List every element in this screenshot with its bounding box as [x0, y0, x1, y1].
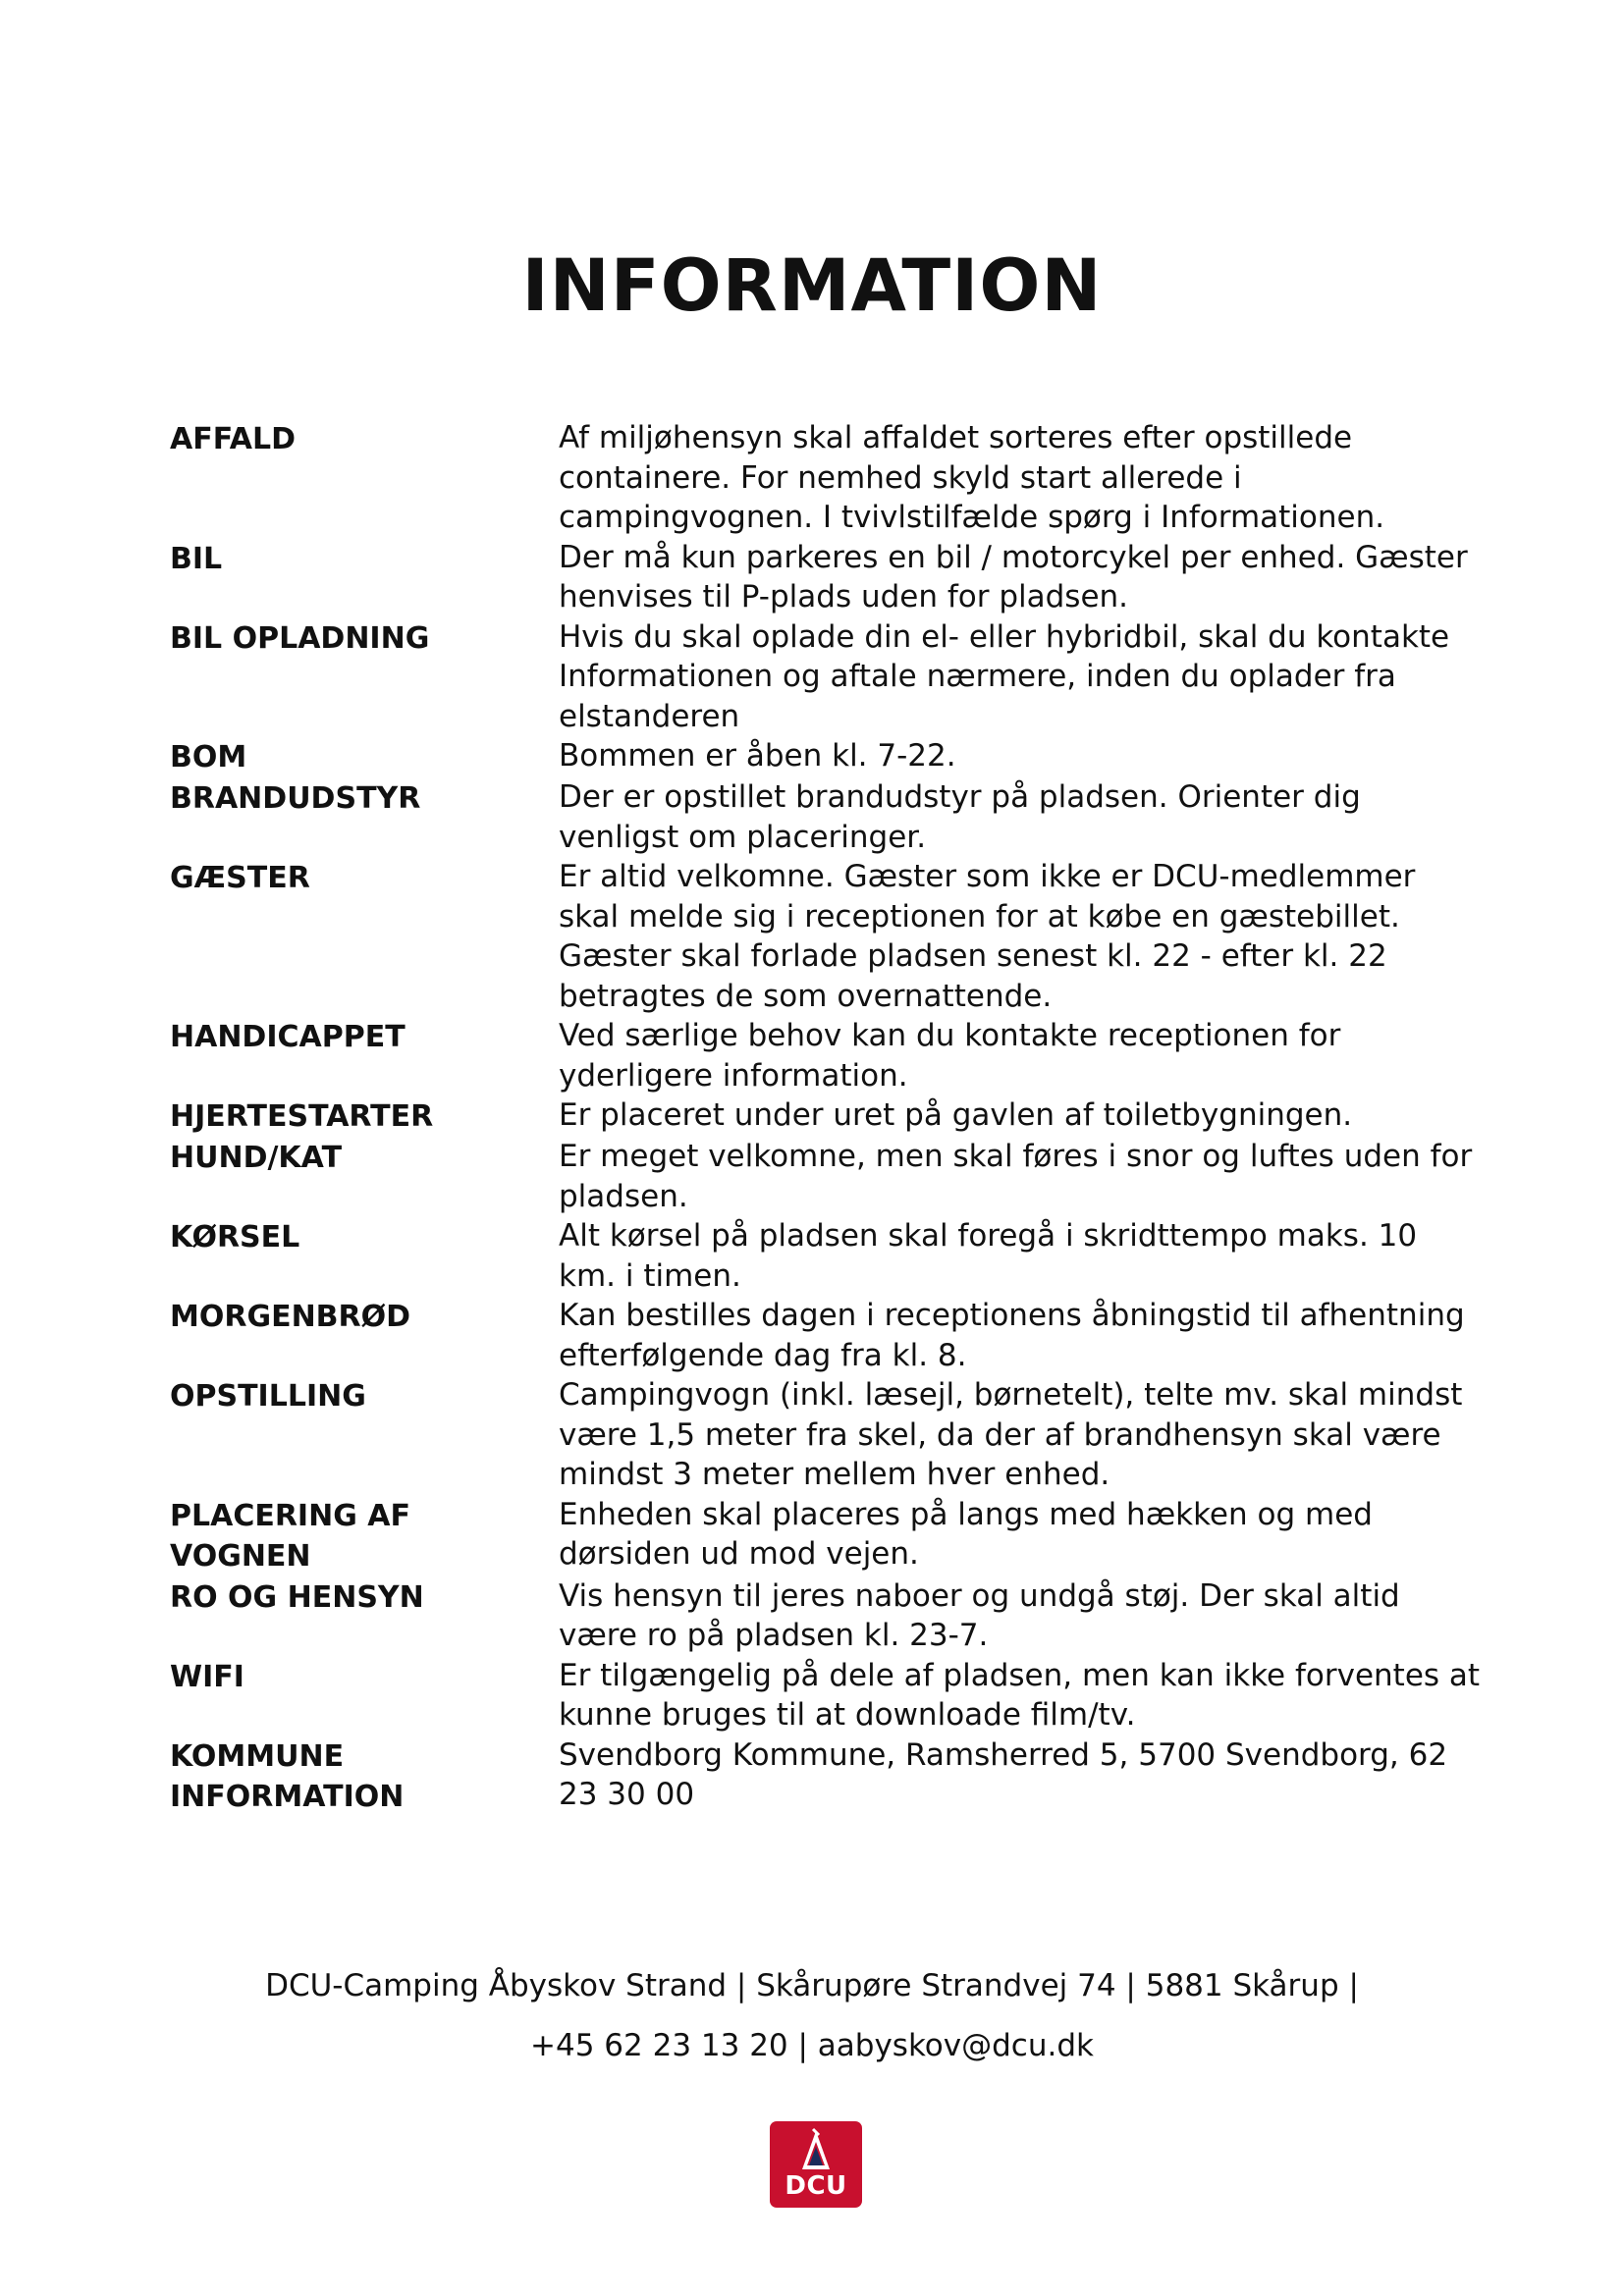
row-label: RO OG HENSYN	[170, 1579, 424, 1615]
row-text: Er altid velkomne. Gæster som ikke er DCU-medlemmer skal melde sig i receptionen for at købe en gæstebillet. Gæster skal forlade pladsen senest kl. 22 - efter kl. 22 betragtes de som overnattende.	[559, 859, 1416, 1014]
row-label: BIL OPLADNING	[170, 620, 430, 656]
info-row-bil	[170, 538, 1486, 617]
row-label: WIFI	[170, 1659, 244, 1694]
info-row-kommune	[170, 1735, 1486, 1817]
row-label: HANDICAPPET	[170, 1020, 406, 1054]
row-label: KØRSEL	[170, 1220, 300, 1255]
row-text: Er meget velkomne, men skal føres i snor og luftes uden for pladsen.	[559, 1139, 1473, 1214]
info-row-bil-opladning	[170, 617, 1486, 737]
info-row-placering	[170, 1495, 1486, 1576]
row-text: Er tilgængelig på dele af pladsen, men kan ikke forventes at kunne bruges til at downloade film/tv.	[559, 1657, 1481, 1733]
row-text: Alt kørsel på pladsen skal foregå i skridttempo maks. 10 km. i timen.	[559, 1218, 1418, 1294]
footer-contact: +45 62 23 13 20 | aabyskov@dcu.dk	[530, 2028, 1094, 2063]
dcu-logo	[770, 2121, 862, 2208]
info-row-handicappet	[170, 1016, 1486, 1095]
row-text: Kan bestilles dagen i receptionens åbningstid til afhentning efterfølgende dag fra kl. 8.	[559, 1298, 1465, 1373]
row-label: KOMMUNE INFORMATION	[170, 1738, 405, 1814]
info-row-affald	[170, 418, 1486, 538]
row-label: GÆSTER	[170, 861, 310, 895]
row-text: Ved særlige behov kan du kontakte receptionen for yderligere information.	[559, 1018, 1341, 1094]
row-label: HJERTESTARTER	[170, 1099, 434, 1134]
row-text: Vis hensyn til jeres naboer og undgå støj. Der skal altid være ro på pladsen kl. 23-7.	[559, 1577, 1400, 1653]
row-label: HUND/KAT	[170, 1141, 343, 1175]
logo-text: DCU	[785, 2171, 847, 2201]
row-text: Bommen er åben kl. 7-22.	[559, 738, 956, 774]
row-text: Hvis du skal oplade din el- eller hybridbil, skal du kontakte Informationen og aftale nærmere, inden du oplader fra elstanderen	[559, 618, 1450, 734]
row-label: BRANDUDSTYR	[170, 781, 421, 816]
row-label: BOM	[170, 740, 247, 774]
page-title: INFORMATION	[521, 244, 1103, 328]
row-text: Svendborg Kommune, Ramsherred 5, 5700 Svendborg, 62 23 30 00	[559, 1736, 1448, 1812]
row-text: Er placeret under uret på gavlen af toiletbygningen.	[559, 1097, 1353, 1133]
info-row-bom	[170, 736, 1486, 777]
info-row-gaester	[170, 857, 1486, 1016]
row-label: MORGENBRØD	[170, 1300, 411, 1334]
row-text: Af miljøhensyn skal affaldet sorteres efter opstillede containere. For nemhed skyld start allerede i campingvognen. I tvivlstilfælde spørg i Informationen.	[559, 420, 1385, 535]
info-row-ro-og-hensyn	[170, 1576, 1486, 1656]
row-label: BIL	[170, 541, 223, 576]
info-row-brandudstyr	[170, 777, 1486, 857]
row-text: Der må kun parkeres en bil / motorcykel per enhed. Gæster henvises til P-plads uden for pladsen.	[559, 539, 1468, 614]
info-row-morgenbrod	[170, 1296, 1486, 1375]
footer-address: DCU-Camping Åbyskov Strand | Skårupøre Strandvej 74 | 5881 Skårup |	[265, 1968, 1359, 2003]
info-row-wifi	[170, 1656, 1486, 1735]
row-text: Campingvogn (inkl. læsejl, børnetelt), telte mv. skal mindst være 1,5 meter fra skel, da der af brandhensyn skal være mindst 3 meter mellem hver enhed.	[559, 1377, 1463, 1492]
info-row-korsel	[170, 1216, 1486, 1296]
info-table	[170, 418, 1486, 1817]
row-text: Der er opstillet brandudstyr på pladsen. Orienter dig venligst om placeringer.	[559, 779, 1361, 855]
row-label: PLACERING AF VOGNEN	[170, 1498, 410, 1574]
info-row-hund-kat	[170, 1137, 1486, 1216]
row-label: AFFALD	[170, 422, 296, 456]
info-row-opstilling	[170, 1375, 1486, 1495]
info-row-hjertestarter	[170, 1095, 1486, 1137]
row-label: OPSTILLING	[170, 1379, 366, 1414]
row-text: Enheden skal placeres på langs med hækken og med dørsiden ud mod vejen.	[559, 1496, 1373, 1572]
